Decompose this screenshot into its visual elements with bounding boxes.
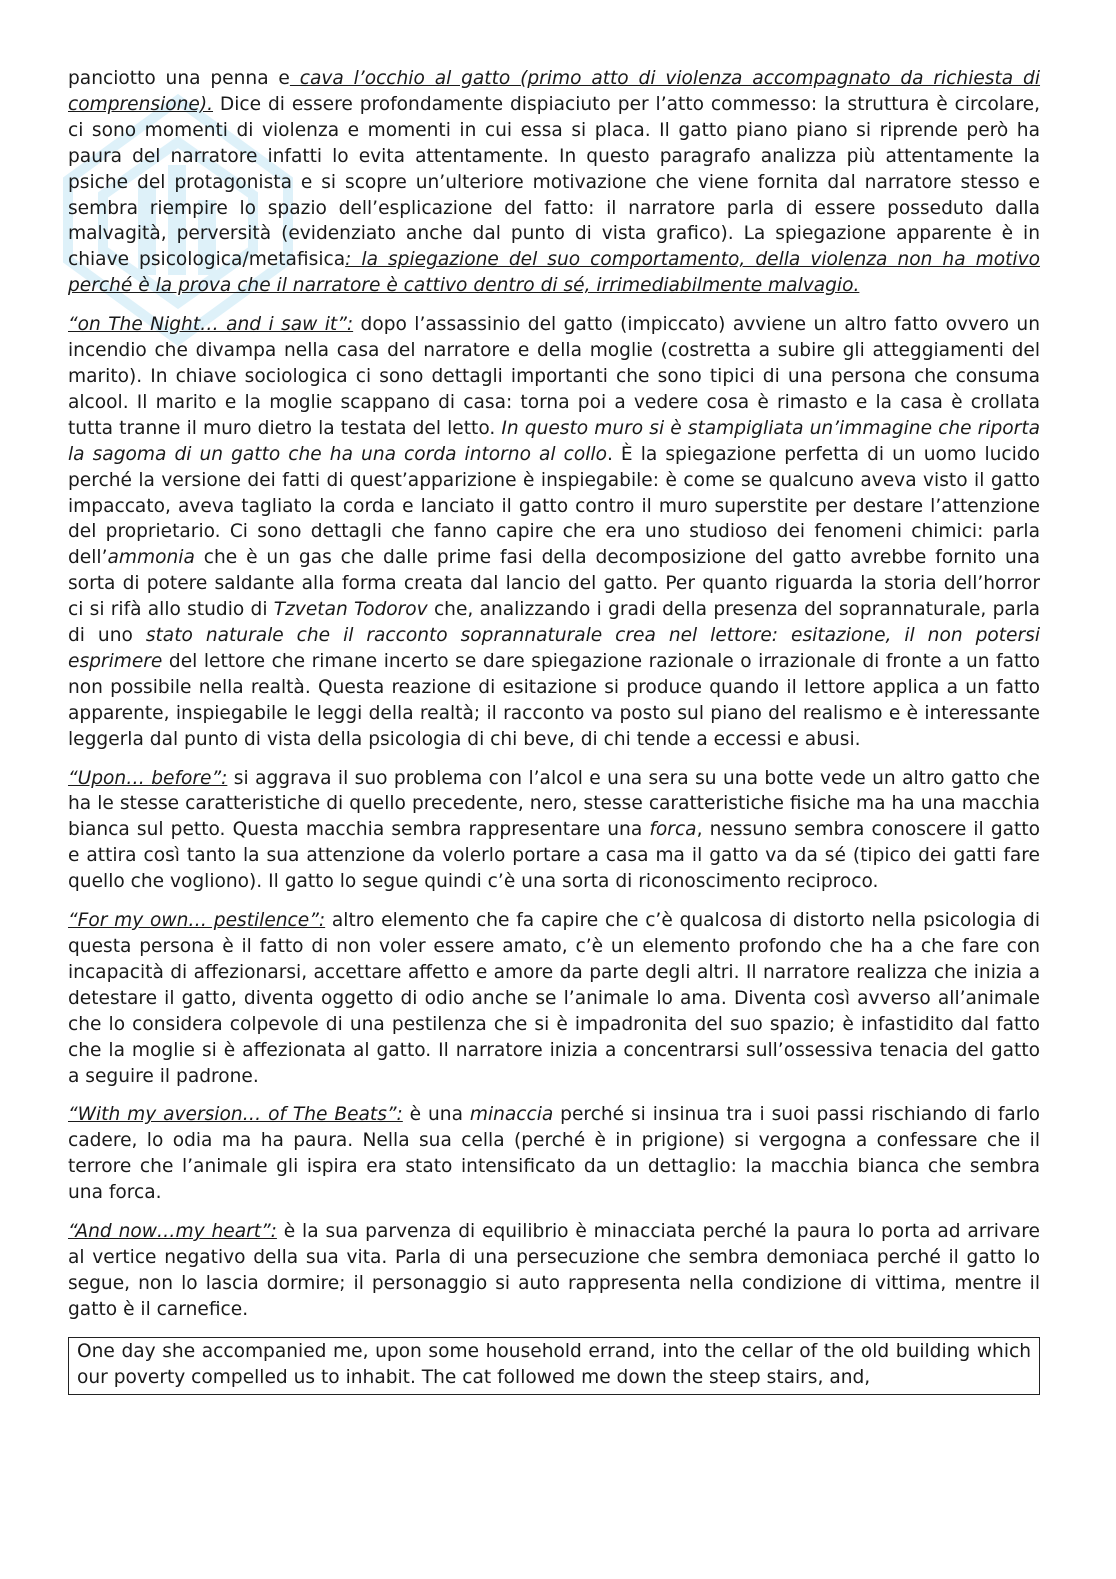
text-run: dopo l’assassinio del gatto (impiccato) avviene un altro fatto ovvero un incendio che divampa nella casa del narratore e della moglie (costretta a subire gli atteggiamenti del marito). In chiave sociologica ci sono dettagli importanti che sono tipici di una persona che consuma alcool. Il marito e la moglie scappano di casa: torna poi a vedere cosa è rimasto e la casa è crollata tutta tranne il muro dietro la testata del letto. [68, 314, 1040, 439]
text-run: che, analizzando i gradi della presenza del soprannaturale, parla di uno [68, 599, 1040, 647]
text-run: altro elemento che fa capire che c’è qualcosa di distorto nella psicologia di questa persona è il fatto di non voler essere amato, c’è un elemento profondo che ha a che fare con incapacità di affezionarsi, accettare affetto e amore da parte degli altri. Il narratore realizza che inizia a detestare il gatto, diventa oggetto di odio anche se l’animale lo ama. Diventa così avverso all’animale che lo considera colpevole di una pestilenza che si è impadronita del suo spazio; è infastidito dal fatto che la moglie si è affezionata al gatto. Il narratore inizia a concentrarsi sull’ossessiva tenacia del gatto a seguire il padrone. [68, 910, 1040, 1087]
emphasis-text: cava l’occhio al gatto (primo atto di violenza accompagnato da richiesta di comprensione). [68, 68, 1041, 115]
emphasis-text: “For my own… pestilence”: [68, 910, 326, 932]
emphasis-text: Tzvetan Todorov [273, 599, 428, 621]
body-paragraph [68, 1102, 1040, 1206]
body-paragraph [68, 1219, 1040, 1323]
body-paragraph [68, 908, 1040, 1089]
emphasis-text: “Upon… before”: [68, 767, 228, 789]
emphasis-text: forca [649, 819, 697, 841]
emphasis-text: stato naturale che il racconto soprannaturale crea nel lettore: esitazione, il non potersi esprimere [68, 625, 1040, 672]
emphasis-text: In questo muro si è stampigliata un’immagine che riporta la sagoma di un gatto che ha una corda intorno al collo [68, 417, 1041, 465]
text-run: che è un gas che dalle prime fasi della decomposizione del gatto avrebbe fornito una sorta di potere saldante alla forma creata dal lancio del gatto. Per quanto riguarda la storia dell’horror ci si rifà allo studio di [68, 547, 1040, 621]
text-run: del lettore che rimane incerto se dare spiegazione razionale o irrazionale di fronte a un fatto non possibile nella realtà. Questa reazione di esitazione si produce quando il lettore applica a un fatto apparente, inspiegabile le leggi della realtà; il racconto va posto sul piano del realismo e è interessante leggerla dal punto di vista della psicologia di chi beve, di chi tende a eccessi e abusi. [68, 650, 1040, 750]
emphasis-text: minaccia [469, 1104, 554, 1126]
text-run: Dice di essere profondamente dispiaciuto per l’atto commesso: la struttura è circolare, ci sono momenti di violenza e momenti in cui essa si placa. Il gatto piano piano si riprende però ha paura del narratore infatti lo evita attentamente. In questo paragrafo analizza più attentamente la psiche del protagonista e si scopre un’ulteriore motivazione che viene fornita dal narratore stesso e sembra riempire lo spazio dell’esplicazione del fatto: il narratore parla di essere posseduto dalla malvagità, perversità (evidenziato anche dal punto di vista grafico). La spiegazione apparente è in chiave psicologica/metafisica [68, 93, 1040, 271]
text-run: perché si insinua tra i suoi passi rischiando di farlo cadere, lo odia ma ha paura. Nella sua cella (perché è in prigione) si vergogna a confessare che il terrore che l’animale gli ispira era stato intensificato da un dettaglio: la macchia bianca che sembra una forca. [68, 1104, 1040, 1204]
emphasis-text: ammonia [107, 547, 195, 569]
text-run: panciotto una penna e [68, 68, 290, 89]
body-paragraph [68, 66, 1040, 299]
text-run: si aggrava il suo problema con l’alcol e una sera su una botte vede un altro gatto che ha le stesse caratteristiche di quello precedente, nero, stesse caratteristiche fisiche ma ha una macchia bianca sul petto. Questa macchia sembra rappresentare una [68, 767, 1040, 841]
quote-box [68, 1337, 1040, 1395]
emphasis-text: “With my aversion… of The Beats”: [68, 1104, 403, 1126]
emphasis-text: “And now…my heart”: [68, 1221, 277, 1243]
text-run: . È la spiegazione perfetta di un uomo lucido perché la versione dei fatti di quest’apparizione è inspiegabile: è come se qualcuno aveva visto il gatto impaccato, aveva tagliato la corda e lanciato il gatto contro il muro superstite per destare l’attenzione del proprietario. Ci sono dettagli che fanno capire che era uno studioso dei fenomeni chimici: parla dell’ [68, 443, 1040, 569]
text-run: è una [402, 1104, 470, 1126]
emphasis-text: “on The Night… and i saw it”: [68, 314, 354, 336]
text-run: è la sua parvenza di equilibrio è minacciata perché la paura lo porta ad arrivare al vertice negativo della sua vita. Parla di una persecuzione che sembra demoniaca perché il gatto lo segue, non lo lascia dormire; il personaggio si auto rappresenta nella condizione di vittima, mentre il gatto è il carnefice. [68, 1221, 1040, 1320]
quote-text: One day she accompanied me, upon some household errand, into the cellar of the old building which our poverty compelled us to inhabit. The cat followed me down the steep stairs, and, [77, 1340, 1031, 1388]
emphasis-text: : la spiegazione del suo comportamento, della violenza non ha motivo perché è la prova che il narratore è cattivo dentro di sé, irrimediabilmente malvagio. [68, 249, 1040, 297]
text-run: , nessuno sembra conoscere il gatto e attira così tanto la sua attenzione da volerlo portare a casa ma il gatto va da sé (tipico dei gatti fare quello che vogliono). Il gatto lo segue quindi c’è una sorta di riconoscimento reciproco. [68, 819, 1041, 893]
document-page [68, 66, 1040, 1395]
body-paragraph [68, 766, 1040, 896]
body-paragraph [68, 312, 1040, 752]
